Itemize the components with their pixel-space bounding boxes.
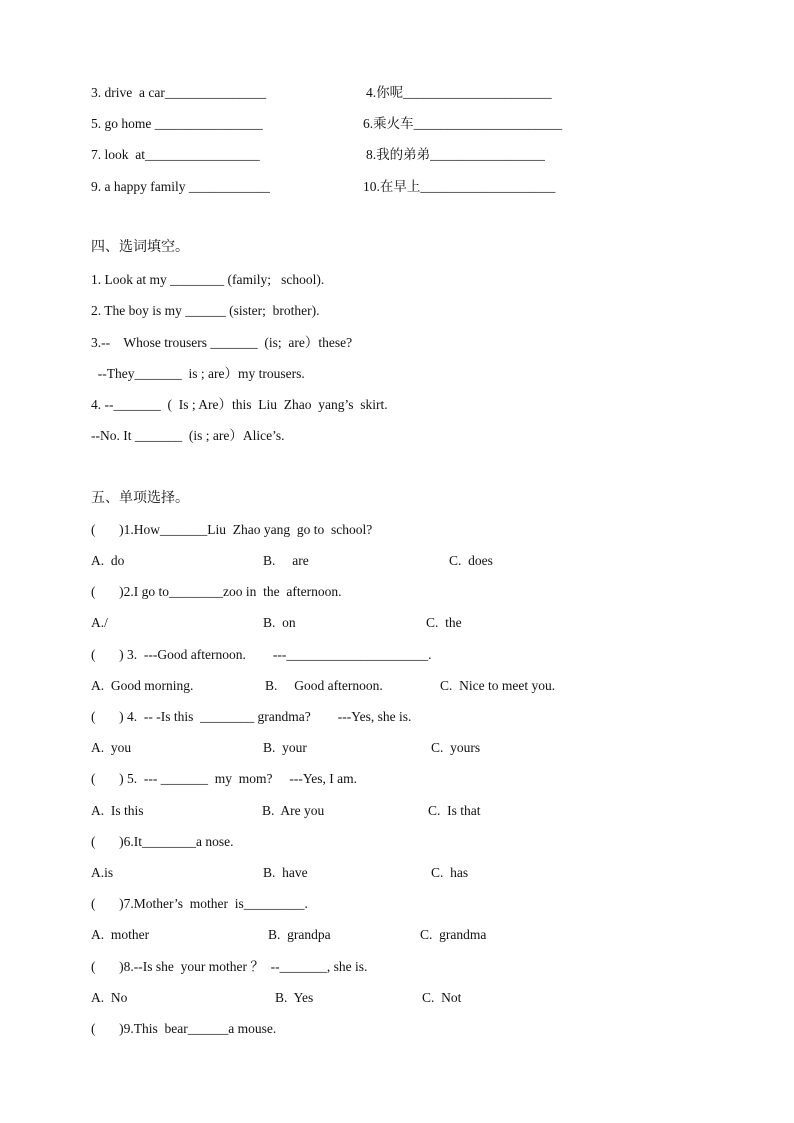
s4-line-3: 3.-- Whose trousers _______ (is; are）these? [91, 335, 353, 350]
q7-option-a: A. mother [91, 927, 150, 942]
s4-line-3b: --They_______ is ; are）my trousers. [91, 366, 305, 381]
q1-option-a: A. do [91, 553, 125, 568]
q5-option-c: C. Is that [428, 803, 481, 818]
q7-option-c: C. grandma [420, 927, 487, 942]
vocab-7: 7. look at_________________ [91, 147, 260, 162]
vocab-3: 3. drive a car_______________ [91, 85, 267, 100]
s4-line-2: 2. The boy is my ______ (sister; brother). [91, 303, 320, 318]
q2: ( )2.I go to________zoo in the afternoon. [91, 584, 342, 599]
q6-option-c: C. has [431, 865, 469, 880]
q2-option-c: C. the [426, 615, 462, 630]
q8: ( )8.--Is she your mother ？ --_______, she is. [91, 959, 368, 974]
q2-option-b: B. on [263, 615, 296, 630]
section4-heading: 四、选词填空。 [91, 239, 189, 255]
q3-option-c: C. Nice to meet you. [440, 678, 556, 693]
q8-option-b: B. Yes [275, 990, 314, 1005]
q1-option-b: B. are [263, 553, 309, 568]
s4-line-1: 1. Look at my ________ (family; school). [91, 272, 325, 287]
vocab-5: 5. go home ________________ [91, 116, 263, 131]
vocab-6: 6.乘火车______________________ [363, 116, 563, 131]
vocab-4: 4.你呢______________________ [366, 85, 552, 100]
q6: ( )6.It________a nose. [91, 834, 234, 849]
vocab-8: 8.我的弟弟_________________ [366, 147, 545, 162]
q8-option-c: C. Not [422, 990, 462, 1005]
q6-option-a: A.is [91, 865, 114, 880]
q1: ( )1.How_______Liu Zhao yang go to school? [91, 522, 373, 537]
q9: ( )9.This bear______a mouse. [91, 1021, 277, 1036]
vocab-10: 10.在早上____________________ [363, 179, 556, 194]
q2-option-a: A./ [91, 615, 108, 630]
q4: ( ) 4. -- -Is this ________ grandma? ---Yes, she is. [91, 709, 412, 724]
q3-option-b: B. Good afternoon. [265, 678, 383, 693]
section5-heading: 五、单项选择。 [91, 490, 189, 506]
q1-option-c: C. does [449, 553, 493, 568]
vocab-9: 9. a happy family ____________ [91, 179, 270, 194]
q7: ( )7.Mother’s mother is_________. [91, 896, 308, 911]
q8-option-a: A. No [91, 990, 128, 1005]
q6-option-b: B. have [263, 865, 308, 880]
q3: ( ) 3. ---Good afternoon. ---_____________________. [91, 647, 432, 662]
q5: ( ) 5. --- _______ my mom? ---Yes, I am. [91, 771, 357, 786]
s4-line-4b: --No. It _______ (is ; are）Alice’s. [91, 428, 285, 443]
q5-option-b: B. Are you [262, 803, 325, 818]
q7-option-b: B. grandpa [268, 927, 331, 942]
q4-option-a: A. you [91, 740, 132, 755]
q4-option-b: B. your [263, 740, 307, 755]
q4-option-c: C. yours [431, 740, 481, 755]
s4-line-4: 4. --_______ ( Is ; Are）this Liu Zhao yang’s skirt. [91, 397, 388, 412]
q5-option-a: A. Is this [91, 803, 144, 818]
q3-option-a: A. Good morning. [91, 678, 194, 693]
